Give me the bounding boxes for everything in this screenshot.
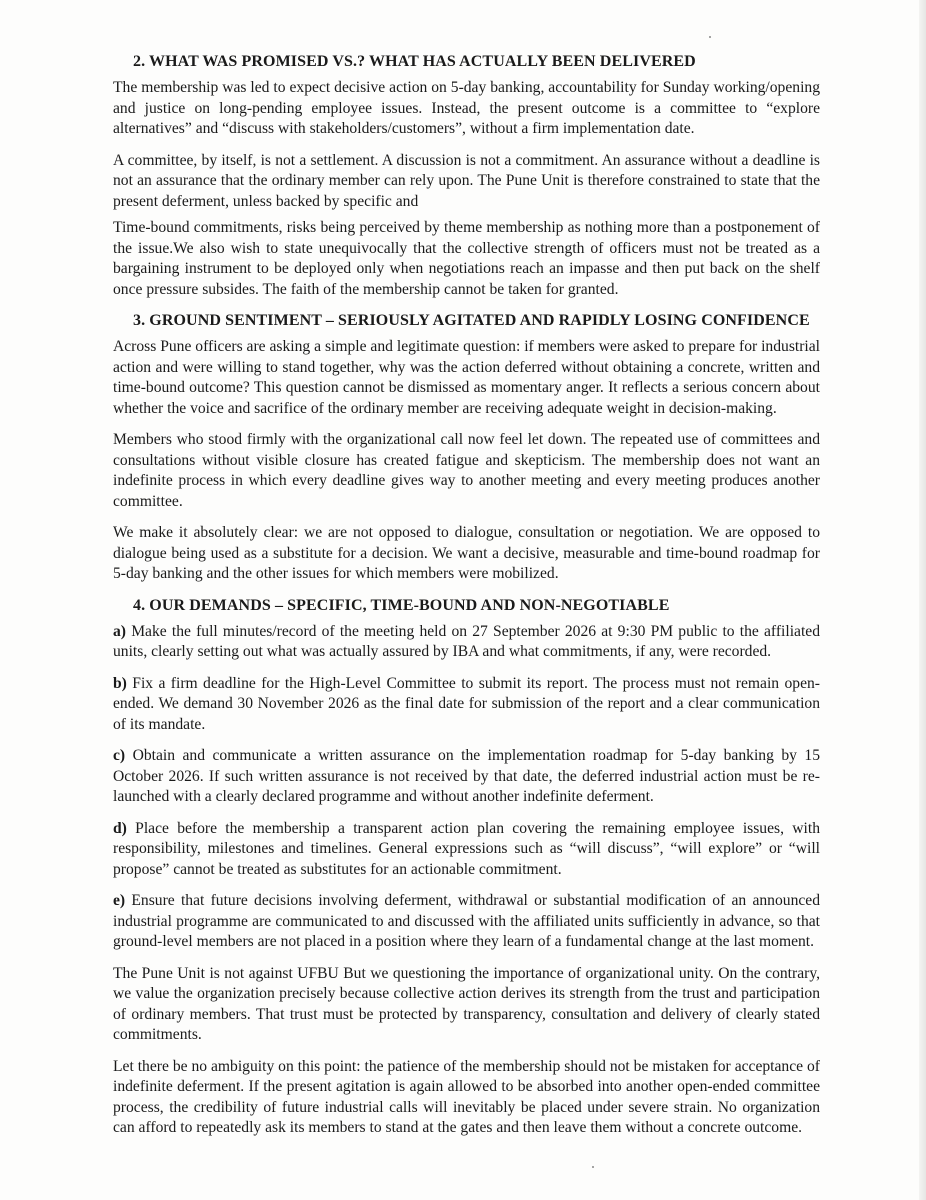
section-heading: 2. WHAT WAS PROMISED VS.? WHAT HAS ACTUALLY BEEN DELIVERED — [133, 53, 696, 70]
demand-item — [113, 891, 820, 953]
scan-edge-shadow — [919, 0, 926, 1200]
demand-item — [113, 746, 820, 808]
paragraph: Time-bound commitments, risks being perceived by theme membership as nothing more than a postponement of the issue.We also wish to state unequivocally that the collective strength of officers must not be treated as a bargaining instrument to be deployed only when negotiations reach an impasse and then put back on the shelf once pressure subsides. The faith of the membership cannot be taken for granted. — [113, 219, 820, 298]
paragraph: Across Pune officers are asking a simple and legitimate question: if members were asked to prepare for industrial action and were willing to stand together, why was the action deferred without obtaining a concrete, written and time-bound outcome? This question cannot be dismissed as momentary anger. It reflects a serious concern about whether the voice and sacrifice of the ordinary member are receiving adequate weight in decision-making. — [113, 338, 820, 417]
demand-text: Ensure that future decisions involving deferment, withdrawal or substantial modification of an announced industrial programme are communicated to and discussed with the affiliated units sufficiently in advance, so that ground-level members are not placed in a position where they learn of a fundamental change at the last moment. — [113, 892, 821, 950]
section-heading: 3. GROUND SENTIMENT – SERIOUSLY AGITATED AND RAPIDLY LOSING CONFIDENCE — [133, 312, 810, 329]
demand-item — [113, 819, 820, 881]
demand-label: e) — [113, 892, 126, 909]
demand-text: Obtain and communicate a written assurance on the implementation roadmap for 5-day banking by 15 October 2026. If such written assurance is not received by that date, the deferred industrial action must be re-launched with a clearly declared programme and without another indefinite deferment. — [113, 747, 820, 805]
closing-paragraph: Let there be no ambiguity on this point: the patience of the membership should not be mistaken for acceptance of indefinite deferment. If the present agitation is again allowed to be absorbed into another open-ended committee process, the credibility of future industrial calls will inevitably be placed under severe strain. No organization can afford to repeatedly ask its members to stand at the gates and then leave them without a concrete outcome. — [113, 1057, 820, 1136]
paragraph: The membership was led to expect decisive action on 5-day banking, accountability for Sunday working/opening and justice on long-pending employee issues. Instead, the present outcome is a committee to “explore alternatives” and “discuss with stakeholders/customers”, without a firm implementation date. — [113, 79, 820, 137]
demand-item — [113, 622, 820, 663]
demand-text: Place before the membership a transparent action plan covering the remaining employee issues, with responsibility, milestones and timelines. General expressions such as “will discuss”, “will explore” or “will propose” cannot be treated as substitutes for an actionable commitment. — [113, 819, 820, 878]
scan-speck — [592, 1166, 594, 1168]
paragraph: A committee, by itself, is not a settlement. A discussion is not a commitment. An assurance without a deadline is not an assurance that the ordinary member can rely upon. The Pune Unit is therefore constrained to state that the present deferment, unless backed by specific and — [113, 151, 820, 210]
paragraph: Members who stood firmly with the organizational call now feel let down. The repeated use of committees and consultations without visible closure has created fatigue and skepticism. The membership does not want an indefinite process in which every deadline gives way to another meeting and every meeting produces another committee. — [113, 431, 820, 510]
demand-item — [113, 674, 820, 736]
demand-text: Fix a firm deadline for the High-Level Committee to submit its report. The process must not remain open-ended. We demand 30 November 2026 as the final date for submission of the report and a clear communication of its mandate. — [113, 674, 820, 733]
scan-speck — [709, 36, 711, 38]
closing-paragraph: The Pune Unit is not against UFBU But we questioning the importance of organizational unity. On the contrary, we value the organization precisely because collective action derives its strength from the trust and participation of ordinary members. That trust must be protected by transparency, consultation and delivery of clearly stated commitments. — [113, 964, 820, 1043]
demand-label: a) — [113, 622, 126, 640]
demand-text: Make the full minutes/record of the meeting held on 27 September 2026 at 9:30 PM public to the affiliated units, clearly setting out what was actually assured by IBA and what commitments, if any, were recorded. — [113, 622, 820, 660]
paragraph: We make it absolutely clear: we are not opposed to dialogue, consultation or negotiation. We are opposed to dialogue being used as a substitute for a decision. We want a decisive, measurable and time-bound roadmap for 5-day banking and the other issues for which members were mobilized. — [113, 524, 820, 582]
section-heading: 4. OUR DEMANDS – SPECIFIC, TIME-BOUND AND NON-NEGOTIABLE — [133, 596, 670, 614]
document-body — [113, 52, 820, 1150]
demand-label: b) — [113, 674, 127, 692]
demand-label: d) — [113, 819, 127, 837]
demand-label: c) — [113, 747, 126, 764]
